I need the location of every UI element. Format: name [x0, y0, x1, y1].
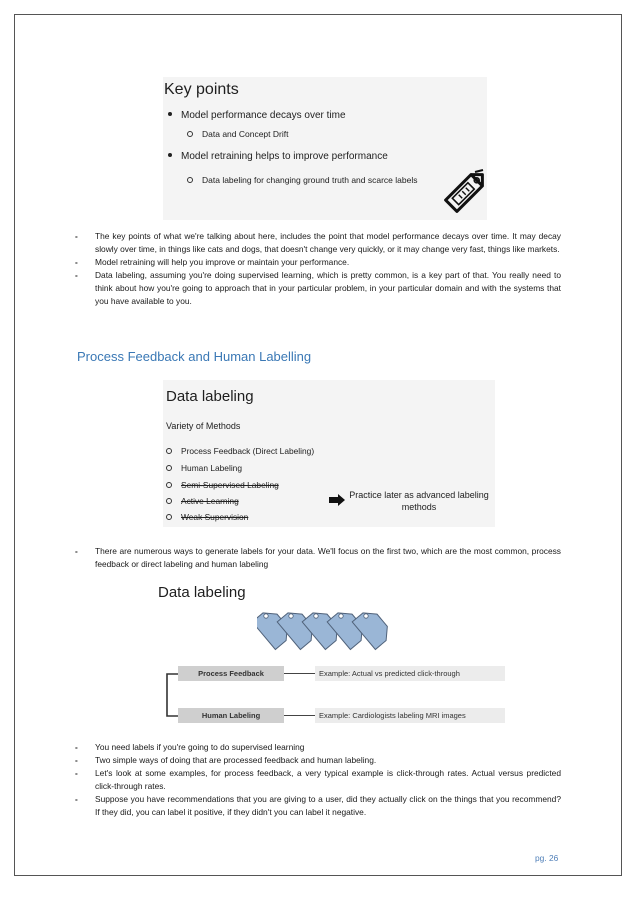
data-labeling-diagram-slide [152, 580, 504, 733]
key-point-subitem: Data and Concept Drift [187, 129, 288, 139]
process-feedback-example: Example: Actual vs predicted click-through [315, 666, 505, 681]
data-labeling-methods-slide [163, 380, 495, 527]
key-point-item: Model retraining helps to improve performance [168, 151, 388, 162]
list-item: - Data labeling, assuming you're doing supervised learning, which is pretty common, is a key part of that. You really need to think about how you're going to approach that in your particular problem, in your particular domain and with the systems that you have available to you. [75, 270, 561, 306]
label-tag-icon [441, 169, 487, 217]
list-item: - There are numerous ways to generate labels for your data. We'll focus on the first two, which are the most common, process feedback or direct labeling and human labeling [75, 546, 561, 569]
page-number: pg. 26 [535, 853, 559, 863]
list-item: - You need labels if you're going to do supervised learning [75, 742, 305, 752]
practice-note: Practice later as advanced labeling methods [349, 490, 489, 512]
slide-title: Data labeling [158, 584, 246, 601]
method-item-struck: Active Learning [166, 496, 239, 506]
method-item-struck: Weak Supervision [166, 512, 248, 522]
notes-list-1 [77, 230, 561, 308]
label-tags-icon [257, 606, 392, 654]
list-item: - Let's look at some examples, for process feedback, a very typical example is click-through rates. Actual versus predicted click-through rates. [75, 768, 561, 791]
notes-list-2 [77, 545, 561, 571]
key-points-slide [163, 77, 487, 220]
method-item-struck: Semi-Supervised Labeling [166, 480, 279, 490]
key-point-item: Model performance decays over time [168, 110, 346, 121]
slide-title: Data labeling [166, 388, 254, 405]
key-point-subitem: Data labeling for changing ground truth and scarce labels [187, 175, 417, 185]
list-item: - Two simple ways of doing that are processed feedback and human labeling. [75, 755, 377, 765]
human-labeling-example: Example: Cardiologists labeling MRI images [315, 708, 505, 723]
notes-list-3 [77, 741, 561, 819]
list-item: - The key points of what we're talking about here, includes the point that model performance decays over time. It may decay slowly over time, in things like cats and dogs, that doesn't change very quickly, or it may change very fast, things like markets. [75, 231, 561, 254]
process-feedback-box: Process Feedback [178, 666, 284, 681]
list-item: - Suppose you have recommendations that you are giving to a user, did they actually click on the things that you recommend? If they did, you can label it positive, if they didn't you can label it negative. [75, 794, 561, 817]
slide-subtitle: Variety of Methods [166, 421, 241, 431]
method-item: Process Feedback (Direct Labeling) [166, 446, 314, 456]
arrow-right-icon [329, 494, 345, 506]
method-item: Human Labeling [166, 463, 242, 473]
slide-title: Key points [164, 81, 239, 98]
human-labeling-box: Human Labeling [178, 708, 284, 723]
section-heading: Process Feedback and Human Labelling [77, 349, 312, 364]
list-item: - Model retraining will help you improve or maintain your performance. [75, 257, 350, 267]
